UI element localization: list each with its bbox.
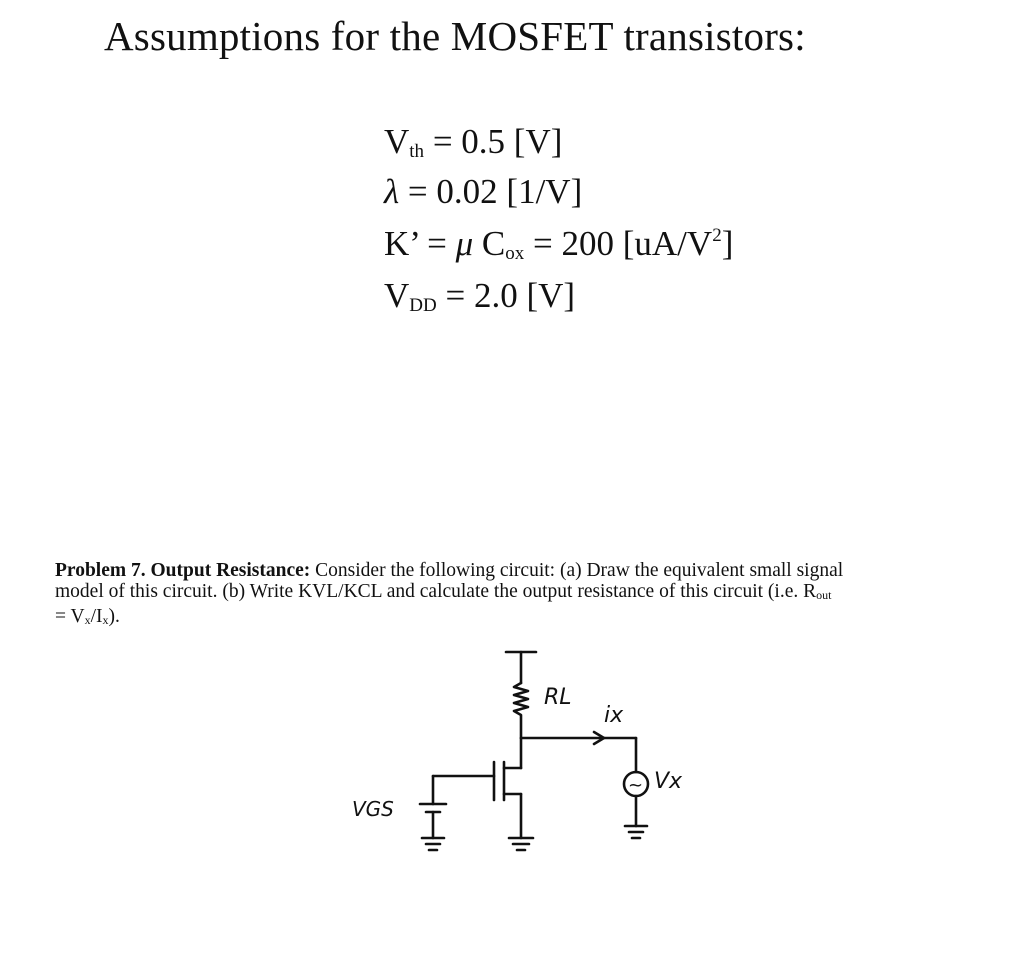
load-resistor bbox=[514, 683, 528, 738]
lambda-equation: λ = 0.02 [1/V] bbox=[384, 172, 583, 211]
output-node-wire bbox=[521, 732, 636, 772]
transistor-ground-icon bbox=[509, 838, 533, 850]
supply-voltage-equation: $V_{DD} = 2.0$ [V] bbox=[384, 276, 576, 316]
nmos-transistor bbox=[433, 738, 521, 838]
section-heading: Assumptions for the MOSFET transistors: bbox=[104, 13, 806, 59]
problem-line-2: model of this circuit. (b) Write KVL/KCL and calculate the output resistance of this circuit (i.e. Rout bbox=[55, 581, 832, 602]
vdd-terminal bbox=[506, 652, 536, 683]
gate-voltage-source bbox=[420, 776, 446, 850]
problem-line-1: Problem 7. Output Resistance: Consider the following circuit: (a) Draw the equivalent small signal bbox=[55, 560, 844, 581]
current-label: ix bbox=[604, 703, 624, 728]
source-symbol: ~ bbox=[628, 775, 644, 796]
resistor-label: RL bbox=[544, 685, 572, 710]
gate-voltage-label: VGS bbox=[352, 797, 394, 821]
problem-line-3: = Vx/Ix). bbox=[55, 606, 120, 627]
problem-title: Problem 7. Output Resistance: bbox=[55, 560, 311, 581]
threshold-voltage-equation: $V_{th} = 0.5$ [V] bbox=[384, 122, 563, 162]
test-voltage-label: Vx bbox=[654, 769, 683, 794]
kprime-equation: K’ = μ $C_{ox} = 200$ $[uA/V^2]$ bbox=[384, 224, 734, 264]
